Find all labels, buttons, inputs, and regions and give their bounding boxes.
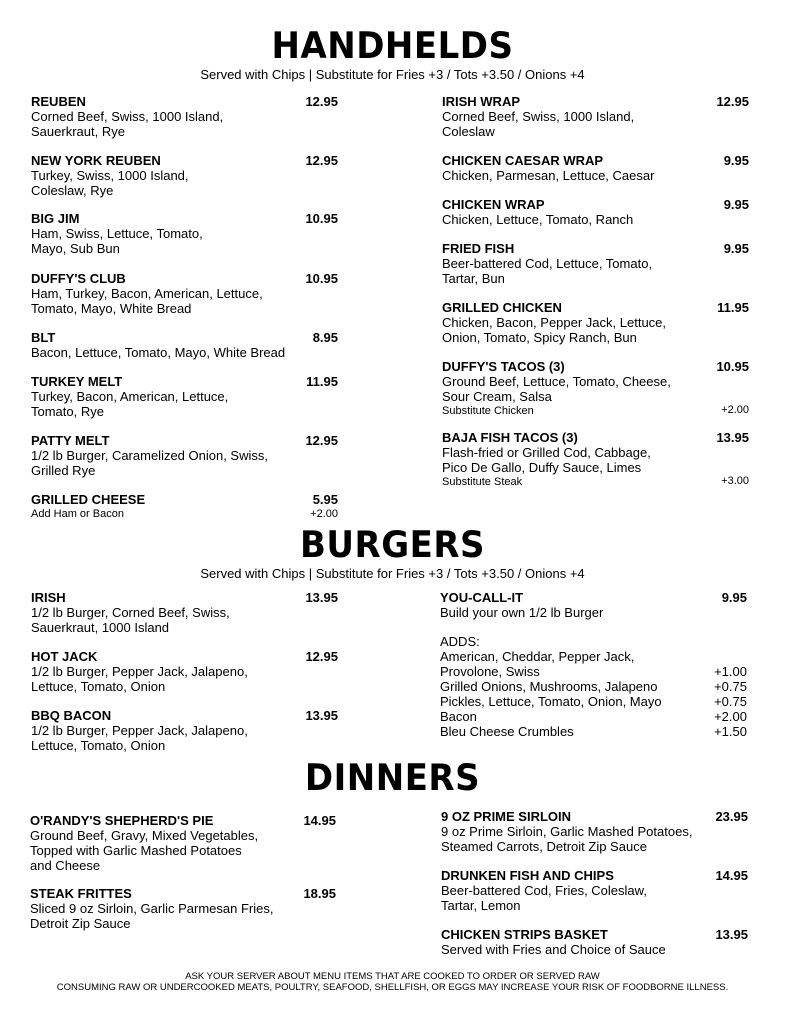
item-price: 11.95 — [306, 374, 338, 389]
menu-item-turkey-melt — [31, 374, 228, 419]
item-description: Turkey, Swiss, 1000 Island, Coleslaw, Rye — [31, 168, 189, 198]
menu-item-patty-melt — [31, 433, 268, 478]
item-price: 23.95 — [715, 809, 748, 824]
adds-price: +2.00 — [714, 709, 747, 724]
adds-option: American, Cheddar, Pepper Jack, — [440, 649, 635, 664]
menu-item-fried-fish — [442, 241, 652, 286]
menu-item-duffys-tacos — [442, 359, 671, 418]
menu-item-duffys-club — [31, 271, 263, 316]
footer-notice-line-1: ASK YOUR SERVER ABOUT MENU ITEMS THAT ARE COOKED TO ORDER OR SERVED RAW — [185, 971, 600, 982]
item-description: Ham, Swiss, Lettuce, Tomato, Mayo, Sub Bun — [31, 226, 203, 256]
item-description: 1/2 lb Burger, Corned Beef, Swiss, Sauerkraut, 1000 Island — [31, 605, 230, 635]
menu-item-grilled-chicken — [442, 300, 666, 345]
menu-item-big-jim — [31, 211, 203, 256]
item-description: Corned Beef, Swiss, 1000 Island, Coleslaw — [442, 109, 635, 139]
item-name: BAJA FISH TACOS (3) — [442, 430, 578, 445]
item-name: GRILLED CHICKEN — [442, 300, 562, 315]
item-price: 9.95 — [723, 197, 749, 212]
item-name: DUFFY'S CLUB — [31, 271, 126, 286]
item-price: 10.95 — [305, 271, 338, 286]
item-price: 18.95 — [303, 886, 336, 901]
menu-item-baja-fish-tacos — [442, 430, 651, 489]
item-description: Chicken, Lettuce, Tomato, Ranch — [442, 212, 634, 227]
item-note-price: +2.00 — [310, 508, 338, 520]
item-description: Ground Beef, Gravy, Mixed Vegetables, Topped with Garlic Mashed Potatoes and Cheese — [30, 828, 259, 873]
menu-item-grilled-cheese — [31, 492, 145, 521]
menu-item-you-call-it — [440, 590, 603, 620]
item-description: Corned Beef, Swiss, 1000 Island, Sauerkraut, Rye — [31, 109, 224, 139]
menu-item-blt — [31, 330, 285, 360]
item-price: 10.95 — [716, 359, 749, 374]
item-description: 1/2 lb Burger, Pepper Jack, Jalapeno, Lettuce, Tomato, Onion — [31, 723, 248, 753]
adds-option: Pickles, Lettuce, Tomato, Onion, Mayo — [440, 694, 662, 709]
adds-price: +0.75 — [714, 679, 747, 694]
item-price: 9.95 — [723, 241, 749, 256]
item-description: Beer-battered Cod, Lettuce, Tomato, Tartar, Bun — [442, 256, 653, 286]
menu-item-chicken-caesar-wrap — [442, 153, 654, 183]
item-name: HOT JACK — [31, 649, 98, 664]
item-description: 1/2 lb Burger, Caramelized Onion, Swiss, Grilled Rye — [31, 448, 268, 478]
item-price: 12.95 — [305, 94, 338, 109]
item-description: Chicken, Parmesan, Lettuce, Caesar — [442, 168, 655, 183]
item-description: Build your own 1/2 lb Burger — [440, 605, 604, 620]
item-name: CHICKEN CAESAR WRAP — [442, 153, 604, 168]
item-price: 13.95 — [305, 708, 338, 723]
item-name: DUFFY'S TACOS (3) — [442, 359, 565, 374]
item-name: O'RANDY'S SHEPHERD'S PIE — [30, 813, 214, 828]
burgers-title: BURGERS — [299, 523, 485, 567]
footer-notice-line-2: CONSUMING RAW OR UNDERCOOKED MEATS, POULTRY, SEAFOOD, SHELLFISH, OR EGGS MAY INCREASE YOUR RISK OF FOODBORNE ILLNESS. — [56, 982, 729, 993]
item-note: Substitute Chicken — [442, 405, 534, 417]
dinners-title: DINNERS — [304, 756, 481, 800]
item-description: Beer-battered Cod, Fries, Coleslaw, Tartar, Lemon — [441, 883, 647, 913]
item-name: BLT — [31, 330, 56, 345]
adds-price: +1.50 — [714, 724, 747, 739]
item-price: 10.95 — [305, 211, 338, 226]
item-price: 11.95 — [717, 300, 749, 315]
item-name: YOU-CALL-IT — [440, 590, 524, 605]
item-description: 1/2 lb Burger, Pepper Jack, Jalapeno, Lettuce, Tomato, Onion — [31, 664, 248, 694]
menu-item-irish-burger — [31, 590, 230, 635]
menu-item-prime-sirloin — [441, 809, 692, 854]
item-description: Ham, Turkey, Bacon, American, Lettuce, Tomato, Mayo, White Bread — [31, 286, 263, 316]
menu-item-new-york-reuben — [31, 153, 189, 198]
adds-option: Provolone, Swiss — [440, 664, 540, 679]
item-note: Add Ham or Bacon — [31, 508, 124, 520]
item-price: 12.95 — [305, 433, 338, 448]
menu-item-shepherds-pie — [30, 813, 258, 873]
item-price: 12.95 — [305, 153, 338, 168]
item-name: DRUNKEN FISH AND CHIPS — [441, 868, 614, 883]
item-name: 9 OZ PRIME SIRLOIN — [441, 809, 572, 824]
item-description: Chicken, Bacon, Pepper Jack, Lettuce, Onion, Tomato, Spicy Ranch, Bun — [442, 315, 667, 345]
item-note-price: +3.00 — [721, 475, 749, 487]
item-description: Served with Fries and Choice of Sauce — [441, 942, 666, 957]
adds-price: +0.75 — [714, 694, 747, 709]
item-price: 13.95 — [715, 927, 748, 942]
adds-label: ADDS: — [440, 634, 480, 649]
item-price: 9.95 — [721, 590, 747, 605]
item-price: 13.95 — [305, 590, 338, 605]
item-description: Sliced 9 oz Sirloin, Garlic Parmesan Fries, Detroit Zip Sauce — [30, 901, 274, 931]
menu-item-hot-jack — [31, 649, 248, 694]
item-price: 8.95 — [312, 330, 338, 345]
item-price: 12.95 — [716, 94, 749, 109]
adds-option: Bacon — [440, 709, 477, 724]
item-name: NEW YORK REUBEN — [31, 153, 161, 168]
item-price: 14.95 — [303, 813, 336, 828]
adds-price: +1.00 — [714, 664, 747, 679]
item-description: 9 oz Prime Sirloin, Garlic Mashed Potatoes, Steamed Carrots, Detroit Zip Sauce — [441, 824, 693, 854]
item-name: IRISH WRAP — [442, 94, 520, 109]
item-description: Ground Beef, Lettuce, Tomato, Cheese, Sour Cream, Salsa — [442, 374, 671, 404]
item-description: Turkey, Bacon, American, Lettuce, Tomato, Rye — [31, 389, 229, 419]
item-name: TURKEY MELT — [31, 374, 123, 389]
item-price: 13.95 — [716, 430, 749, 445]
menu-item-bbq-bacon — [31, 708, 248, 753]
item-name: REUBEN — [31, 94, 86, 109]
handhelds-title: HANDHELDS — [271, 24, 514, 68]
item-note-price: +2.00 — [721, 404, 749, 416]
item-price: 12.95 — [305, 649, 338, 664]
item-note: Substitute Steak — [442, 476, 523, 488]
menu-item-steak-frittes — [30, 886, 273, 931]
menu-item-chicken-strips-basket — [441, 927, 666, 957]
item-name: CHICKEN STRIPS BASKET — [441, 927, 608, 942]
item-name: FRIED FISH — [442, 241, 515, 256]
handhelds-subtitle: Served with Chips | Substitute for Fries +3 / Tots +3.50 / Onions +4 — [200, 67, 585, 82]
menu-item-reuben — [31, 94, 223, 139]
item-name: STEAK FRITTES — [30, 886, 132, 901]
item-name: CHICKEN WRAP — [442, 197, 545, 212]
adds-option: Grilled Onions, Mushrooms, Jalapeno — [440, 679, 658, 694]
item-name: PATTY MELT — [31, 433, 110, 448]
item-price: 14.95 — [715, 868, 748, 883]
menu-item-drunken-fish-and-chips — [441, 868, 647, 913]
item-price: 5.95 — [312, 492, 338, 507]
item-price: 9.95 — [723, 153, 749, 168]
item-name: GRILLED CHEESE — [31, 492, 146, 507]
item-name: BIG JIM — [31, 211, 80, 226]
item-description: Bacon, Lettuce, Tomato, Mayo, White Bread — [31, 345, 286, 360]
menu-item-chicken-wrap — [442, 197, 633, 227]
menu-item-irish-wrap — [442, 94, 634, 139]
item-description: Flash-fried or Grilled Cod, Cabbage, Pico De Gallo, Duffy Sauce, Limes — [442, 445, 651, 475]
item-name: BBQ BACON — [31, 708, 112, 723]
adds-option: Bleu Cheese Crumbles — [440, 724, 574, 739]
item-name: IRISH — [31, 590, 66, 605]
burgers-subtitle: Served with Chips | Substitute for Fries +3 / Tots +3.50 / Onions +4 — [200, 566, 585, 581]
